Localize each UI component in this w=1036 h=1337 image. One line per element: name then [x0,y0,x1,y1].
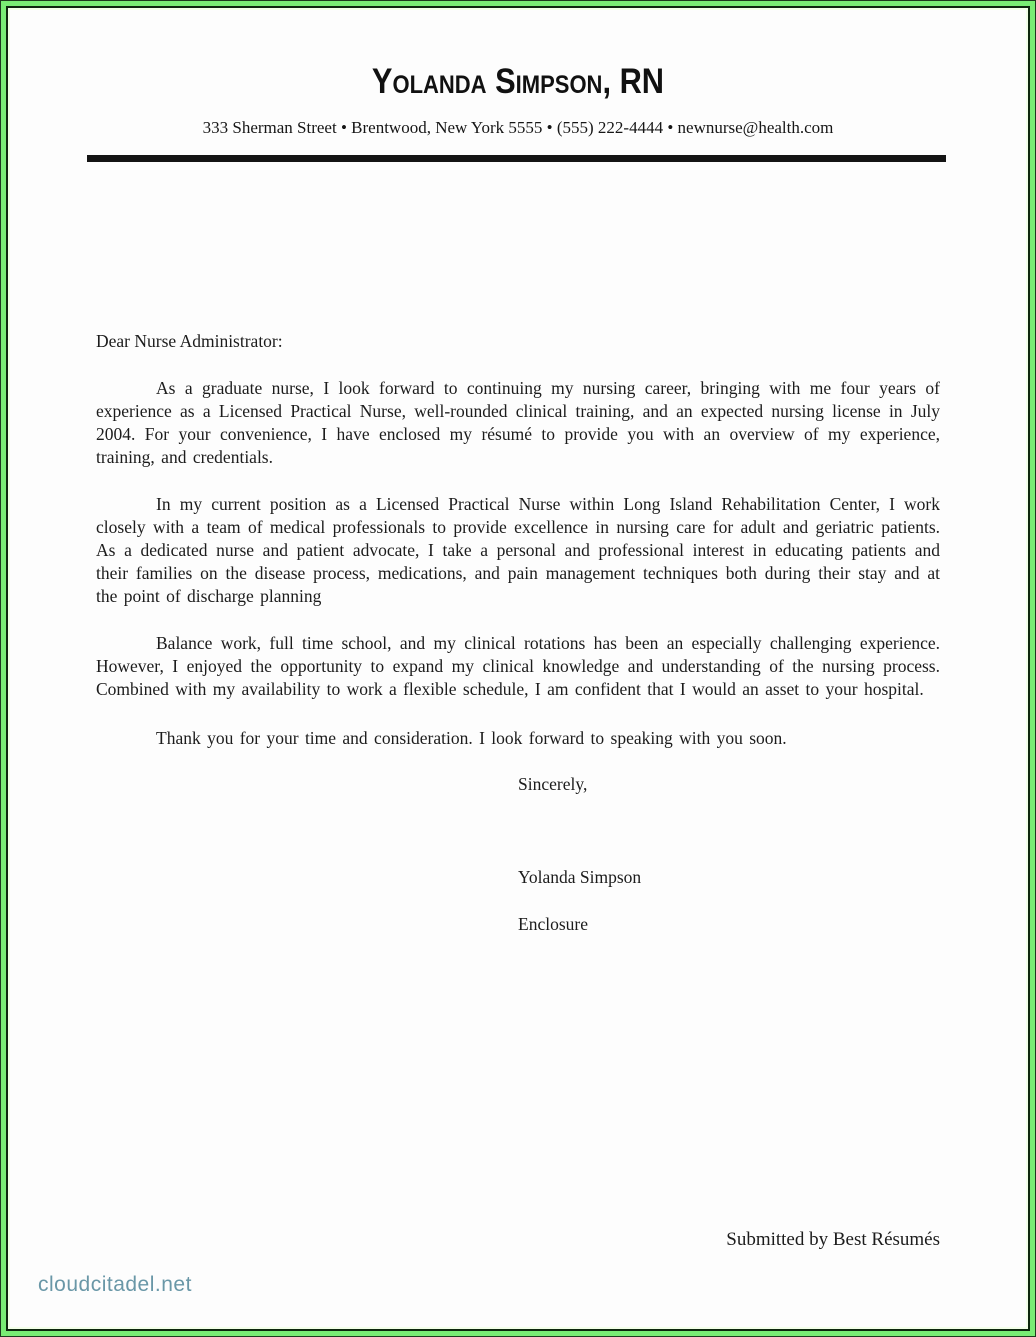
watermark-site-name: cloudcitadel.net [38,1273,192,1296]
letterhead-contact: 333 Sherman Street • Brentwood, New York 5555 • (555) 222-4444 • newnurse@health.com [202,118,834,137]
letterhead-divider [87,155,946,162]
closing-salutation: Sincerely, [518,774,588,794]
submitted-by-credit: Submitted by Best Résumés [726,1229,940,1250]
document-page [6,6,1030,1331]
letterhead [96,62,940,162]
salutation: Dear Nurse Administrator: [96,331,283,351]
paragraph-1: As a graduate nurse, I look forward to continuing my nursing career, bringing with me four years of experience as a Licensed Practical Nurse, well-rounded clinical training, and an expected nursing license in July 2004. For your convenience, I have enclosed my résumé to provide you with an overview of my experience, training, and credentials. [96,378,940,467]
closing-block [518,773,940,936]
enclosure-note: Enclosure [518,914,588,934]
paragraph-2: In my current position as a Licensed Practical Nurse within Long Island Rehabilitation Center, I work closely with a team of medical professionals to provide excellence in nursing care for adult and geriatric patients. As a dedicated nurse and patient advocate, I take a personal and professional interest in educating patients and their families on the disease process, medications, and pain management techniques both during their stay and at the point of discharge planning [96,494,940,606]
letterhead-name: Yolanda Simpson, RN [371,62,665,101]
signature-name: Yolanda Simpson [518,867,642,887]
letter-body [96,330,940,936]
paragraph-3: Balance work, full time school, and my clinical rotations has been an especially challenging experience. However, I enjoyed the opportunity to expand my clinical knowledge and understanding of the nursing process. Combined with my availability to work a flexible schedule, I am confident that I would an asset to your hospital. [96,633,940,699]
paragraph-4-thanks: Thank you for your time and consideration. I look forward to speaking with you soon. [156,728,787,748]
